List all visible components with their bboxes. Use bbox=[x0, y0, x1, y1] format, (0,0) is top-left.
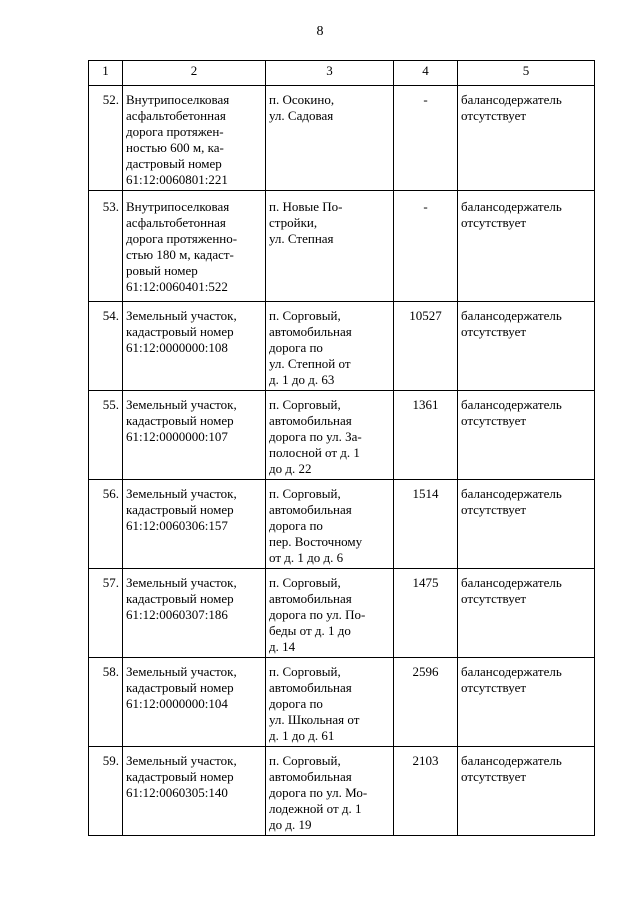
object-area: 10527 bbox=[394, 302, 458, 391]
column-header-holder: 5 bbox=[458, 61, 595, 86]
object-address: п. Сорговый, автомобильная дорога по ул. Школьная от д. 1 до д. 61 bbox=[266, 658, 394, 747]
object-name: Внутрипоселковая асфальтобетонная дорога протяжен- ностью 600 м, ка- дастровый номер 61:12:0060801:221 bbox=[123, 86, 266, 191]
object-address: п. Сорговый, автомобильная дорога по ул. По- беды от д. 1 до д. 14 bbox=[266, 569, 394, 658]
row-number: 53. bbox=[89, 191, 123, 302]
object-area: 1475 bbox=[394, 569, 458, 658]
column-header-number: 1 bbox=[89, 61, 123, 86]
row-number: 59. bbox=[89, 747, 123, 836]
object-area: - bbox=[394, 86, 458, 191]
object-name: Земельный участок, кадастровый номер 61:12:0060307:186 bbox=[123, 569, 266, 658]
column-header-address: 3 bbox=[266, 61, 394, 86]
object-holder: балансодержатель отсутствует bbox=[458, 569, 595, 658]
table-row bbox=[89, 747, 595, 836]
table-row bbox=[89, 191, 595, 302]
object-area: 2596 bbox=[394, 658, 458, 747]
row-number: 52. bbox=[89, 86, 123, 191]
object-holder: балансодержатель отсутствует bbox=[458, 302, 595, 391]
object-address: п. Сорговый, автомобильная дорога по ул. За- полосной от д. 1 до д. 22 bbox=[266, 391, 394, 480]
object-name: Земельный участок, кадастровый номер 61:12:0000000:104 bbox=[123, 658, 266, 747]
object-area: 2103 bbox=[394, 747, 458, 836]
object-address: п. Сорговый, автомобильная дорога по пер. Восточному от д. 1 до д. 6 bbox=[266, 480, 394, 569]
page-number: 8 bbox=[316, 24, 324, 39]
row-number: 57. bbox=[89, 569, 123, 658]
object-area: 1361 bbox=[394, 391, 458, 480]
table-row bbox=[89, 480, 595, 569]
table-row bbox=[89, 302, 595, 391]
property-table bbox=[88, 60, 595, 836]
row-number: 56. bbox=[89, 480, 123, 569]
row-number: 55. bbox=[89, 391, 123, 480]
row-number: 58. bbox=[89, 658, 123, 747]
table-row bbox=[89, 658, 595, 747]
object-holder: балансодержатель отсутствует bbox=[458, 480, 595, 569]
object-area: - bbox=[394, 191, 458, 302]
object-holder: балансодержатель отсутствует bbox=[458, 86, 595, 191]
table-row bbox=[89, 391, 595, 480]
object-holder: балансодержатель отсутствует bbox=[458, 191, 595, 302]
row-number: 54. bbox=[89, 302, 123, 391]
object-holder: балансодержатель отсутствует bbox=[458, 658, 595, 747]
column-header-area: 4 bbox=[394, 61, 458, 86]
object-name: Земельный участок, кадастровый номер 61:12:0060306:157 bbox=[123, 480, 266, 569]
object-name: Внутрипоселковая асфальтобетонная дорога протяженно- стью 180 м, кадаст- ровый номер 61:12:0060401:522 bbox=[123, 191, 266, 302]
table-row bbox=[89, 569, 595, 658]
object-area: 1514 bbox=[394, 480, 458, 569]
table-row bbox=[89, 86, 595, 191]
object-address: п. Осокино, ул. Садовая bbox=[266, 86, 394, 191]
object-holder: балансодержатель отсутствует bbox=[458, 747, 595, 836]
object-address: п. Сорговый, автомобильная дорога по ул. Степной от д. 1 до д. 63 bbox=[266, 302, 394, 391]
object-name: Земельный участок, кадастровый номер 61:12:0000000:108 bbox=[123, 302, 266, 391]
object-holder: балансодержатель отсутствует bbox=[458, 391, 595, 480]
object-address: п. Новые По- стройки, ул. Степная bbox=[266, 191, 394, 302]
object-name: Земельный участок, кадастровый номер 61:12:0000000:107 bbox=[123, 391, 266, 480]
object-name: Земельный участок, кадастровый номер 61:12:0060305:140 bbox=[123, 747, 266, 836]
column-header-name: 2 bbox=[123, 61, 266, 86]
object-address: п. Сорговый, автомобильная дорога по ул. Мо- лодежной от д. 1 до д. 19 bbox=[266, 747, 394, 836]
table-header-row bbox=[89, 61, 595, 86]
